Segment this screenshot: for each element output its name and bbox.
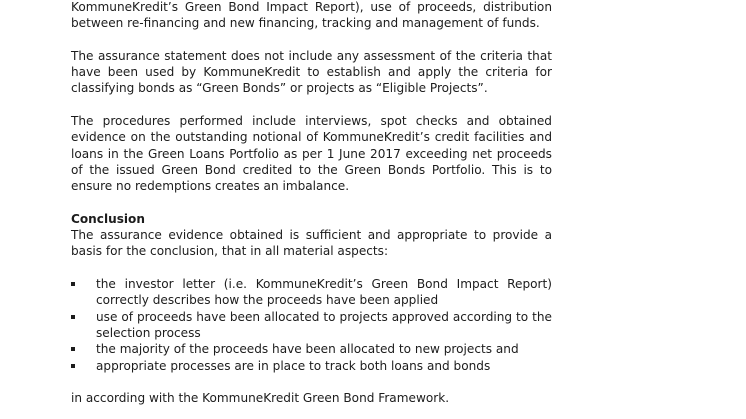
- list-item-text: the investor letter (i.e. KommuneKredit’s Green Bond Impact Report) correctly describes how the proceeds have been applied: [96, 277, 552, 308]
- square-bullet-icon: [71, 282, 75, 286]
- list-item: [71, 341, 552, 357]
- conclusion-bullet-list: [71, 276, 552, 374]
- conclusion-intro: The assurance evidence obtained is sufficient and appropriate to provide a basis for the conclusion, that in all material aspects:: [71, 228, 552, 259]
- paragraph-procedures: The procedures performed include interviews, spot checks and obtained evidence on the outstanding notional of KommuneKredit’s credit facilities and loans in the Green Loans Portfolio as per 1 June 2017 exceeding net proceeds of the issued Green Bond credited to the Green Bonds Portfolio. This is to ensure no redemptions creates an imbalance.: [71, 114, 552, 194]
- list-item-text: the majority of the proceeds have been allocated to new projects and: [96, 342, 519, 357]
- list-item: [71, 276, 552, 309]
- document-page: [71, 0, 552, 406]
- list-item-text: appropriate processes are in place to track both loans and bonds: [96, 358, 491, 373]
- list-item: [71, 358, 552, 374]
- square-bullet-icon: [71, 364, 75, 368]
- list-item-text: use of proceeds have been allocated to projects approved according to the selection process: [96, 309, 552, 340]
- conclusion-heading: Conclusion: [71, 211, 145, 226]
- paragraph-scope: KommuneKredit’s Green Bond Impact Report), use of proceeds, distribution between re-financing and new financing, tracking and management of funds.: [71, 0, 552, 31]
- square-bullet-icon: [71, 347, 75, 351]
- list-item: [71, 309, 552, 342]
- closing-line: in according with the KommuneKredit Green Bond Framework.: [71, 391, 450, 406]
- paragraph-exclusions: The assurance statement does not include any assessment of the criteria that have been used by KommuneKredit to establish and apply the criteria for classifying bonds as “Green Bonds” or projects as “Eligible Projects”.: [71, 48, 552, 96]
- square-bullet-icon: [71, 315, 75, 319]
